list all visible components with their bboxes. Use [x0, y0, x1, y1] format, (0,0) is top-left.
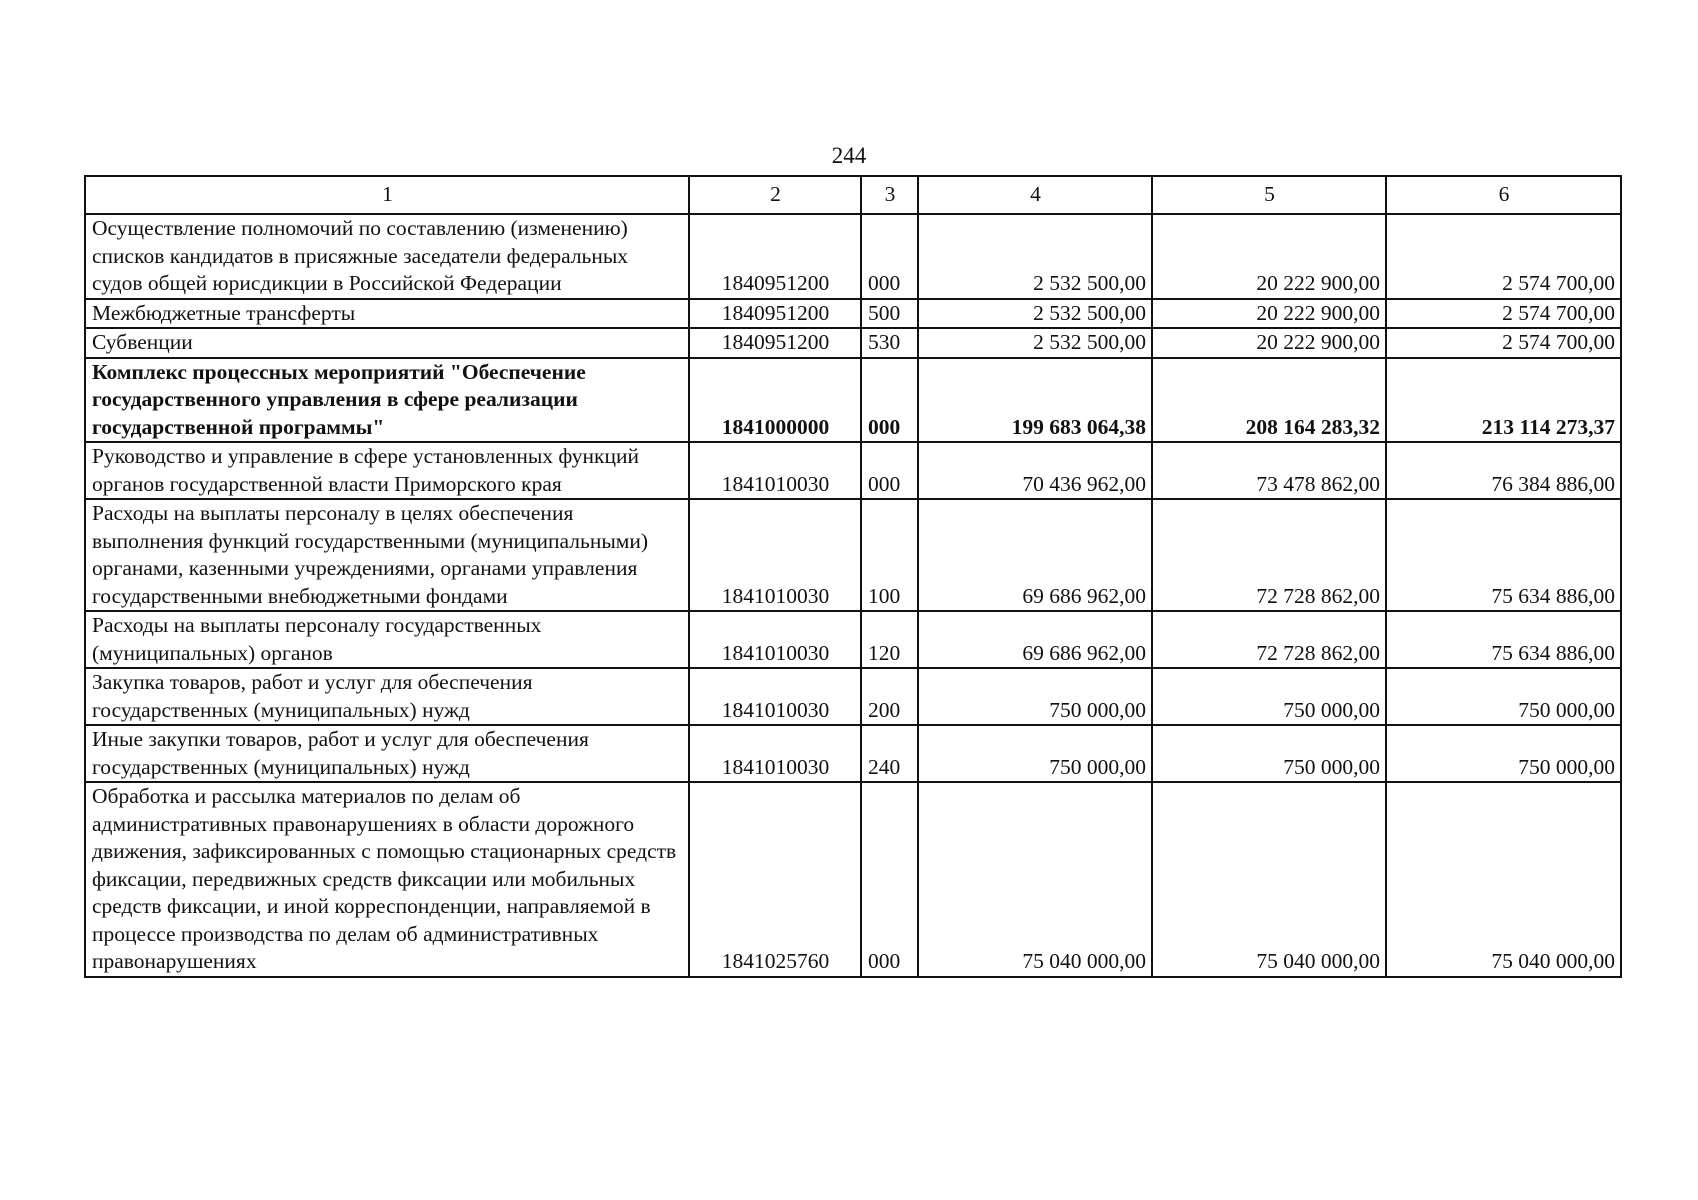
column-header-1: 1 — [85, 176, 689, 214]
row-name-cell: Комплекс процессных мероприятий "Обеспечение государственного управления в сфере реализации государственной программы" — [85, 358, 689, 443]
row-value-col6-cell: 2 574 700,00 — [1386, 214, 1621, 299]
row-name-cell: Осуществление полномочий по составлению (изменению) списков кандидатов в присяжные заседатели федеральных судов общей юрисдикции в Российской Федерации — [85, 214, 689, 299]
row-type-cell: 000 — [861, 214, 918, 299]
row-value-col4-cell: 69 686 962,00 — [918, 499, 1152, 611]
row-name-cell: Руководство и управление в сфере установленных функций органов государственной власти Приморского края — [85, 442, 689, 499]
table-row — [85, 442, 1621, 499]
row-code-cell: 1841010030 — [689, 442, 861, 499]
row-value-col4-cell: 750 000,00 — [918, 725, 1152, 782]
row-name-cell: Обработка и рассылка материалов по делам об административных правонарушениях в области дорожного движения, зафиксированных с помощью стационарных средств фиксации, передвижных средств фиксации или мобильных средств фиксации, и иной корреспонденции, направляемой в процессе производства по делам об административных правонарушениях — [85, 782, 689, 977]
table-row — [85, 328, 1621, 358]
row-code-cell: 1841025760 — [689, 782, 861, 977]
row-value-col5-cell: 750 000,00 — [1152, 725, 1386, 782]
column-header-6: 6 — [1386, 176, 1621, 214]
row-value-col6-cell: 2 574 700,00 — [1386, 299, 1621, 329]
row-value-col5-cell: 20 222 900,00 — [1152, 214, 1386, 299]
row-value-col4-cell: 2 532 500,00 — [918, 214, 1152, 299]
row-value-col4-cell: 69 686 962,00 — [918, 611, 1152, 668]
row-value-col6-cell: 750 000,00 — [1386, 725, 1621, 782]
row-value-col6-cell: 75 634 886,00 — [1386, 611, 1621, 668]
row-code-cell: 1840951200 — [689, 328, 861, 358]
row-value-col6-cell: 2 574 700,00 — [1386, 328, 1621, 358]
row-type-cell: 100 — [861, 499, 918, 611]
row-name-cell: Расходы на выплаты персоналу государственных (муниципальных) органов — [85, 611, 689, 668]
column-header-2: 2 — [689, 176, 861, 214]
row-value-col6-cell: 75 634 886,00 — [1386, 499, 1621, 611]
row-code-cell: 1841000000 — [689, 358, 861, 443]
row-value-col6-cell: 213 114 273,37 — [1386, 358, 1621, 443]
row-value-col4-cell: 70 436 962,00 — [918, 442, 1152, 499]
row-type-cell: 000 — [861, 442, 918, 499]
column-header-3: 3 — [861, 176, 918, 214]
row-value-col5-cell: 20 222 900,00 — [1152, 328, 1386, 358]
row-value-col6-cell: 750 000,00 — [1386, 668, 1621, 725]
row-name-cell: Субвенции — [85, 328, 689, 358]
row-value-col6-cell: 75 040 000,00 — [1386, 782, 1621, 977]
table-row — [85, 725, 1621, 782]
row-type-cell: 240 — [861, 725, 918, 782]
row-value-col5-cell: 208 164 283,32 — [1152, 358, 1386, 443]
row-code-cell: 1841010030 — [689, 611, 861, 668]
row-value-col5-cell: 73 478 862,00 — [1152, 442, 1386, 499]
table-row — [85, 499, 1621, 611]
row-type-cell: 200 — [861, 668, 918, 725]
row-value-col4-cell: 2 532 500,00 — [918, 328, 1152, 358]
column-header-4: 4 — [918, 176, 1152, 214]
row-type-cell: 500 — [861, 299, 918, 329]
column-header-5: 5 — [1152, 176, 1386, 214]
row-name-cell: Закупка товаров, работ и услуг для обеспечения государственных (муниципальных) нужд — [85, 668, 689, 725]
row-value-col4-cell: 75 040 000,00 — [918, 782, 1152, 977]
table-row — [85, 214, 1621, 299]
row-code-cell: 1840951200 — [689, 299, 861, 329]
row-value-col5-cell: 72 728 862,00 — [1152, 611, 1386, 668]
row-value-col5-cell: 75 040 000,00 — [1152, 782, 1386, 977]
row-name-cell: Межбюджетные трансферты — [85, 299, 689, 329]
table-row — [85, 299, 1621, 329]
row-value-col4-cell: 2 532 500,00 — [918, 299, 1152, 329]
row-value-col5-cell: 72 728 862,00 — [1152, 499, 1386, 611]
table-row — [85, 358, 1621, 443]
table-header-row — [85, 176, 1621, 214]
row-type-cell: 000 — [861, 782, 918, 977]
page-number: 244 — [831, 143, 867, 168]
row-type-cell: 120 — [861, 611, 918, 668]
table-body — [85, 214, 1621, 977]
row-code-cell: 1841010030 — [689, 725, 861, 782]
row-value-col4-cell: 199 683 064,38 — [918, 358, 1152, 443]
budget-table — [84, 175, 1622, 978]
row-code-cell: 1840951200 — [689, 214, 861, 299]
row-type-cell: 000 — [861, 358, 918, 443]
row-code-cell: 1841010030 — [689, 499, 861, 611]
row-value-col4-cell: 750 000,00 — [918, 668, 1152, 725]
table-row — [85, 611, 1621, 668]
table-row — [85, 782, 1621, 977]
row-value-col5-cell: 750 000,00 — [1152, 668, 1386, 725]
row-code-cell: 1841010030 — [689, 668, 861, 725]
row-type-cell: 530 — [861, 328, 918, 358]
row-value-col6-cell: 76 384 886,00 — [1386, 442, 1621, 499]
row-name-cell: Иные закупки товаров, работ и услуг для обеспечения государственных (муниципальных) нужд — [85, 725, 689, 782]
row-value-col5-cell: 20 222 900,00 — [1152, 299, 1386, 329]
row-name-cell: Расходы на выплаты персоналу в целях обеспечения выполнения функций государственными (муниципальными) органами, казенными учреждениями, органами управления государственными внебюджетными фондами — [85, 499, 689, 611]
table-row — [85, 668, 1621, 725]
